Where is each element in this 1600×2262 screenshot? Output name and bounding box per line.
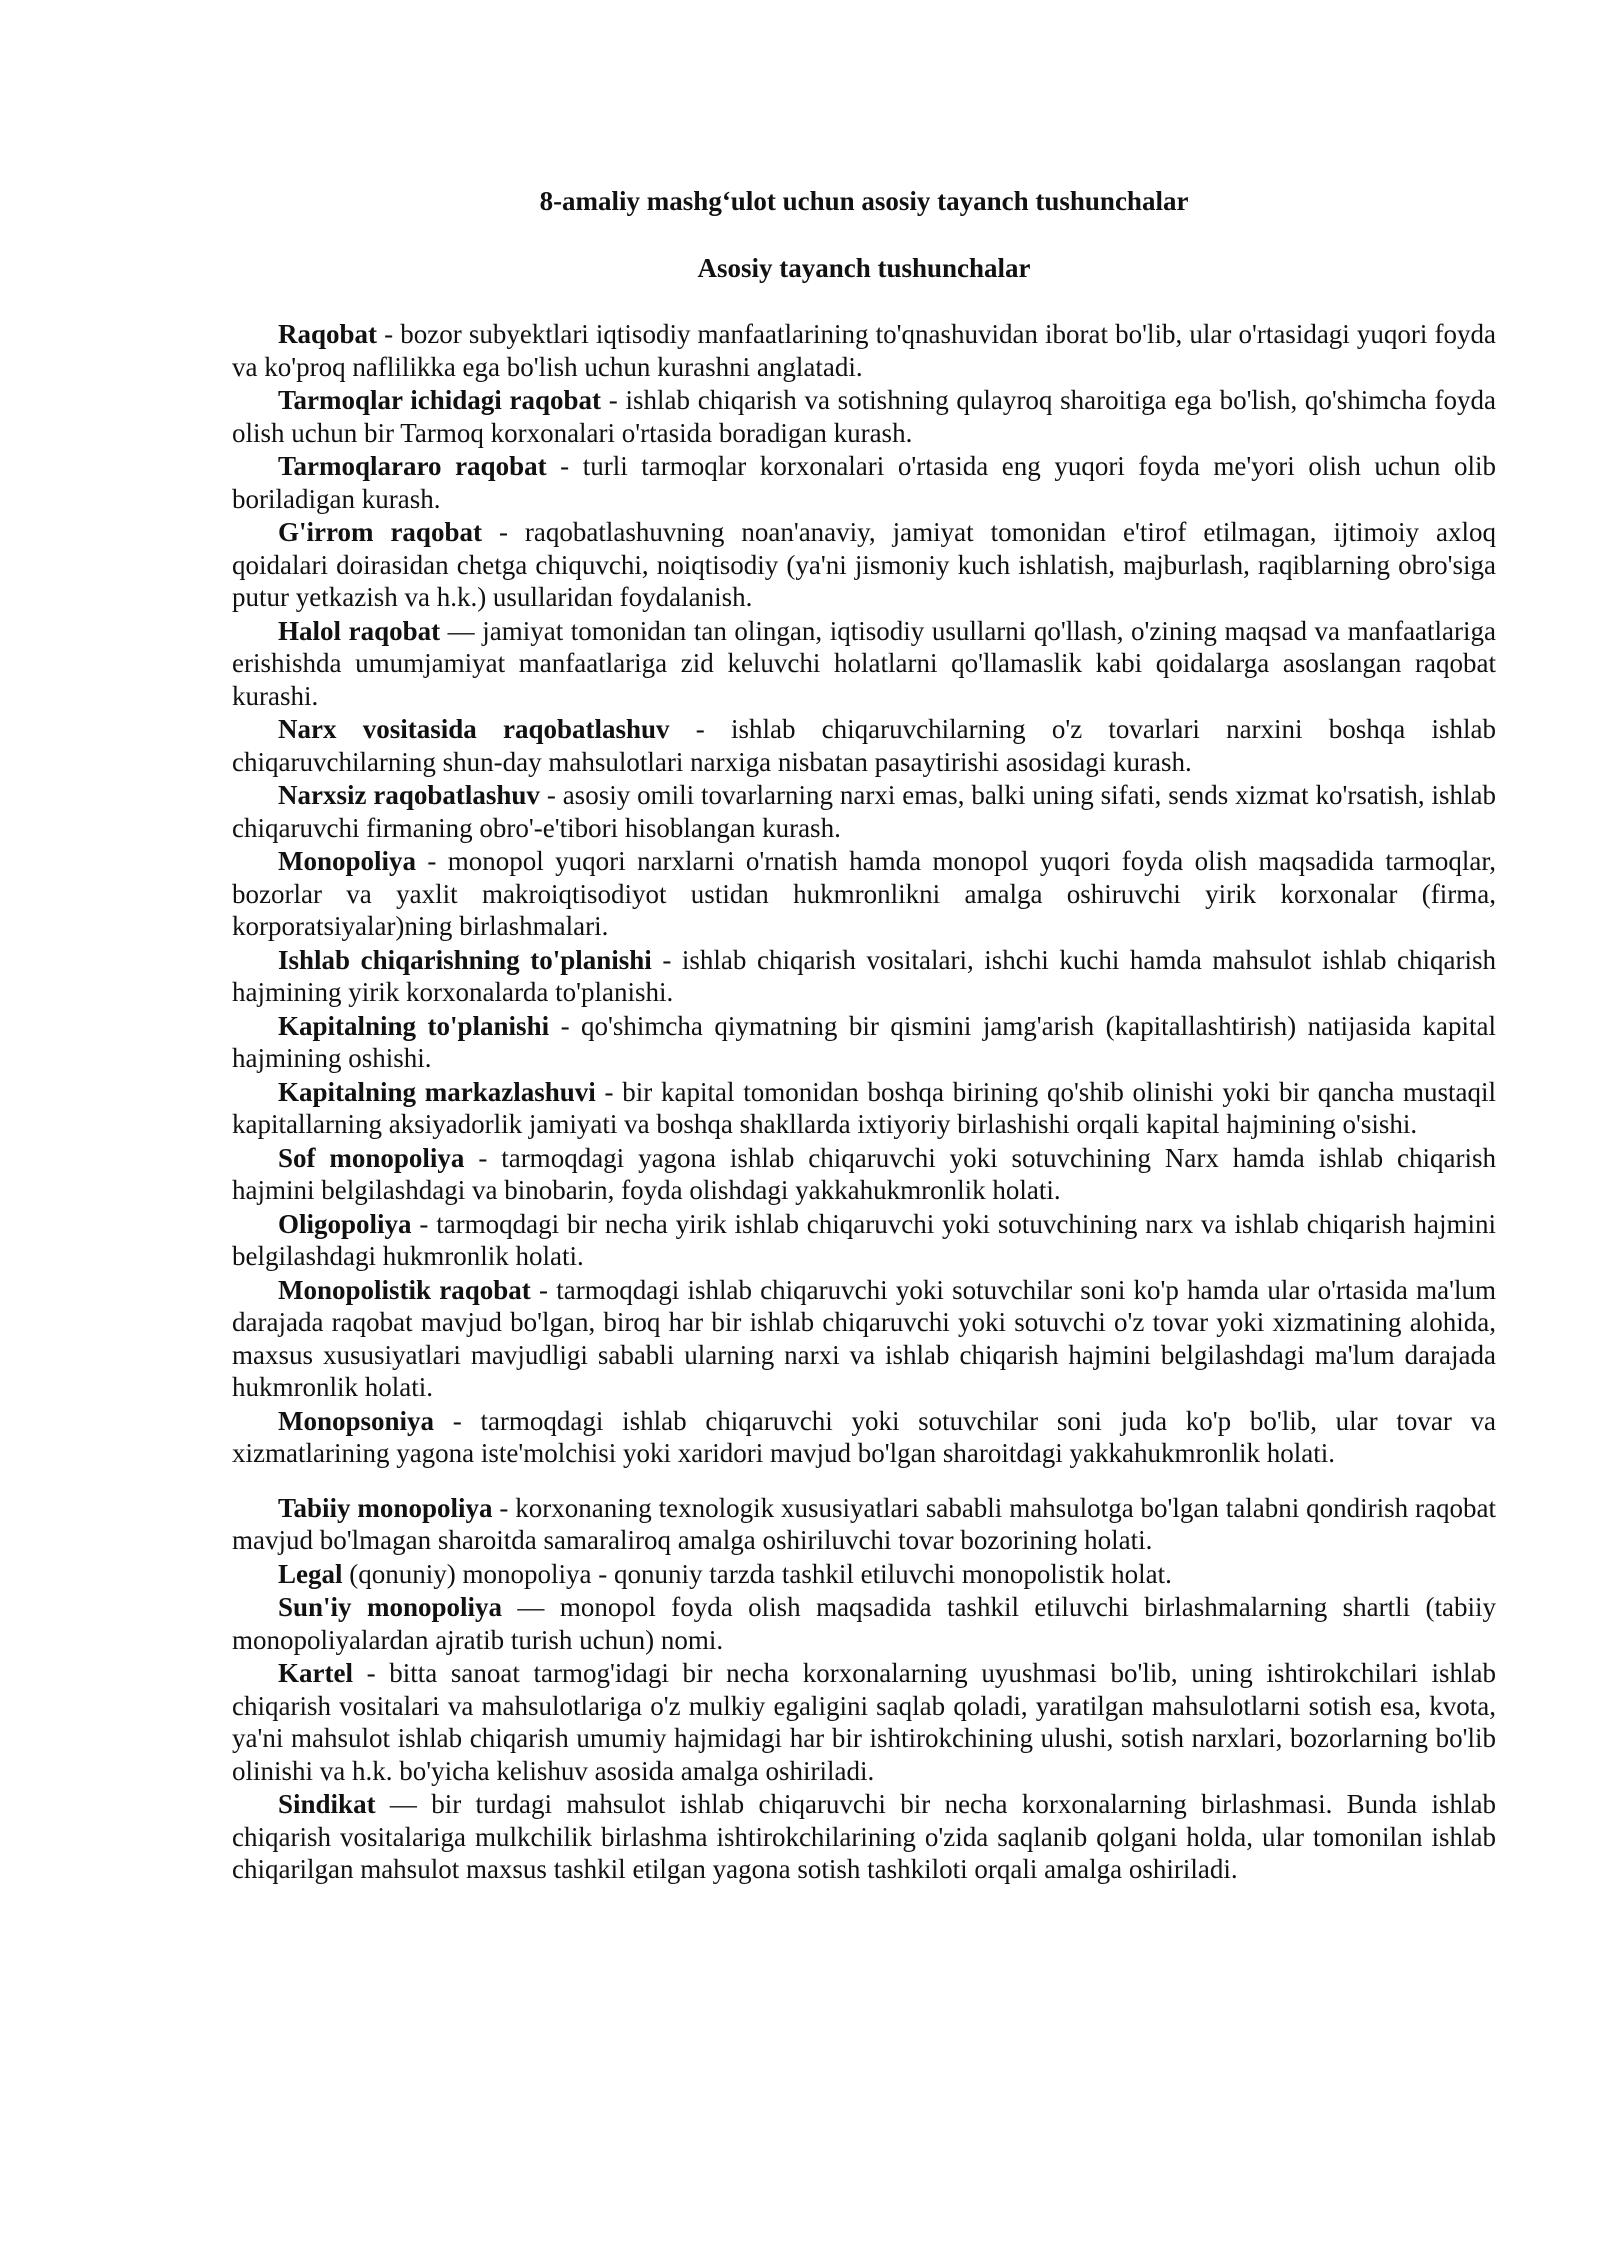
term-name: Tarmoqlar ichidagi raqobat: [278, 385, 602, 415]
term-definition: - tarmoqdagi bir necha yirik ishlab chiqaruvchi yoki sotuvchining narx va ishlab chiqarish hajmini belgilashdagi hukmronlik holati.: [232, 1208, 1496, 1271]
term-definition: — monopol foyda olish maqsadida tashkil etiluvchi birlashmalarning shartli (tabiiy monopoliyalardan ajratib turish uchun) nomi.: [232, 1592, 1496, 1655]
term-definition: - bozor subyektlari iqtisodiy manfaatlarining to'qnashuvidan iborat bo'lib, ular o'rtasidagi yuqori foyda va ko'proq naflilikka ega bo'lish uchun kurashni anglatadi.: [232, 319, 1496, 382]
term-entry: [232, 1142, 1496, 1207]
term-definition: — bir turdagi mahsulot ishlab chiqaruvchi bir necha korxonalarning birlashmasi. Bunda ishlab chiqarish vositalariga mulkchilik birlashma ishtirokchilarining o'zida saqlanib qolgani holda, ular tomonilan ishlab chiqarilgan mahsulot maxsus tashkil etilgan yagona sotish tashkiloti orqali amalga oshiriladi.: [232, 1789, 1496, 1884]
term-entry: [232, 516, 1496, 614]
term-name: Sof monopoliya: [278, 1142, 465, 1173]
term-entry: [232, 713, 1496, 778]
term-entry: [232, 779, 1496, 844]
term-name: Kapitalning markazlashuvi: [278, 1076, 596, 1107]
term-name: Kapitalning to'planishi: [278, 1010, 550, 1041]
term-definition: — jamiyat tomonidan tan olingan, iqtisodiy usullarni qo'llash, o'zining maqsad va manfaatlariga erishishda umumjamiyat manfaatlariga zid keluvchi holatlarni qo'llamaslik kabi qoidalarga asoslangan raqobat kurashi.: [232, 615, 1497, 711]
term-name: Monopsoniya: [278, 1405, 435, 1436]
term-definition: - ishlab chiqarish vositalari, ishchi kuchi hamda mahsulot ishlab chiqarish hajmining yirik korxonalarda to'planishi.: [232, 944, 1496, 1007]
term-entry: [232, 318, 1496, 383]
term-definition: (qonuniy) monopoliya - qonuniy tarzda tashkil etiluvchi monopolistik holat.: [342, 1558, 1172, 1589]
document-title: 8-amaliy mashg‘ulot uchun asosiy tayanch tushunchalar: [539, 186, 1189, 216]
term-entry: [232, 1591, 1496, 1656]
terms-list: [232, 318, 1496, 1887]
term-definition: - raqobatlashuvning noan'anaviy, jamiyat tomonidan e'tirof etilmagan, ijtimoiy axloq qoidalari doirasidan chetga chiquvchi, noiqtisodiy (ya'ni jismoniy kuch ishlatish, majburlash, raqiblarning obro'siga putur yetkazish va h.k.) usullaridan foydalanish.: [232, 517, 1497, 612]
term-name: Ishlab chiqarishning to'planishi: [278, 944, 652, 975]
term-definition: - bir kapital tomonidan boshqa birining qo'shib olinishi yoki bir qancha mustaqil kapitallarning aksiyadorlik jamiyati va boshqa shakllarda ixtiyoriy birlashishi orqali kapital hajmining o'sishi.: [232, 1076, 1496, 1139]
term-definition: - tarmoqdagi yagona ishlab chiqaruvchi yoki sotuvchining Narx hamda ishlab chiqarish hajmini belgilashdagi va binobarin, foyda olishdagi yakkahukmronlik holati.: [232, 1142, 1496, 1205]
term-name: Legal: [278, 1558, 343, 1589]
term-definition: - turli tarmoqlar korxonalari o'rtasida eng yuqori foyda me'yori olish uchun olib boriladigan kurash.: [232, 451, 1496, 514]
term-name: Oligopoliya: [278, 1208, 412, 1239]
term-definition: - korxonaning texnologik xususiyatlari sababli mahsulotga bo'lgan talabni qondirish raqobat mavjud bo'lmagan sharoitda samaraliroq amalga oshiriluvchi tovar bozorining holati.: [232, 1492, 1496, 1555]
term-definition: - monopol yuqori narxlarni o'rnatish hamda monopol yuqori foyda olish maqsadida tarmoqlar, bozorlar va yaxlit makroiqtisodiyot ustidan hukmronlikni amalga oshiruvchi yirik korxonalar (firma, korporatsiyalar)ning birlashmalari.: [232, 846, 1496, 941]
term-entry: [232, 1274, 1496, 1404]
term-name: Kartel: [278, 1658, 353, 1688]
term-name: Monopoliya: [278, 846, 417, 876]
term-entry: [232, 1558, 1496, 1591]
term-name: Sun'iy monopoliya: [278, 1592, 502, 1622]
term-name: Tabiiy monopoliya: [278, 1492, 493, 1523]
term-definition: - ishlab chiqaruvchilarning o'z tovarlari narxini boshqa ishlab chiqaruvchilarning shun-day mahsulotlari narxiga nisbatan pasaytirishi asosidagi kurash.: [232, 714, 1496, 777]
term-name: Monopolistik raqobat: [278, 1274, 531, 1305]
term-entry: [232, 1010, 1496, 1075]
term-definition: - bitta sanoat tarmog'idagi bir necha korxonalarning uyushmasi bo'lib, uning ishtirokchilari ishlab chiqarish vositalari va mahsulotlariga o'z mulkiy egaligini saqlab qoladi, yaratilgan mahsulotlarni sotish esa, kvota, ya'ni mahsulot ishlab chiqarish umumiy hajmidagi har bir ishtirokchining ulushi, sotish narxlari, bozorlarning bo'lib olinishi va h.k. bo'yicha kelishuv asosida amalga oshiriladi.: [232, 1658, 1496, 1786]
term-entry: [232, 1405, 1496, 1470]
term-name: Narx vositasida raqobatlashuv: [278, 714, 670, 744]
term-entry: [232, 944, 1496, 1009]
term-entry: [232, 1076, 1496, 1141]
term-name: Sindikat: [278, 1789, 376, 1819]
term-entry: [232, 615, 1496, 713]
term-definition: - ishlab chiqarish va sotishning qulayroq sharoitiga ega bo'lish, qo'shimcha foyda olish uchun bir Tarmoq korxonalari o'rtasida boradigan kurash.: [232, 385, 1496, 448]
document-subtitle: Asosiy tayanch tushunchalar: [697, 253, 1031, 283]
term-entry: [232, 1657, 1496, 1787]
term-entry: [232, 450, 1496, 515]
term-name: Tarmoqlararo raqobat: [278, 451, 547, 481]
term-entry: [232, 1788, 1496, 1886]
term-entry: [232, 1208, 1496, 1273]
term-definition: - asosiy omili tovarlarning narxi emas, balki uning sifati, sends xizmat ko'rsatish, ishlab chiqaruvchi firmaning obro'-e'tibori hisoblangan kurash.: [232, 780, 1496, 843]
term-entry: [232, 845, 1496, 943]
term-name: G'irrom raqobat: [278, 517, 482, 547]
term-definition: - tarmoqdagi ishlab chiqaruvchi yoki sotuvchilar soni juda ko'p bo'lib, ular tovar va xizmatlarining yagona iste'molchisi yoki xaridori mavjud bo'lgan sharoitdagi yakkahukmronlik holati.: [232, 1405, 1496, 1468]
term-definition: - tarmoqdagi ishlab chiqaruvchi yoki sotuvchilar soni ko'p hamda ular o'rtasida ma'lum darajada raqobat mavjud bo'lgan, biroq har bir ishlab chiqaruvchi yoki sotuvchi o'z tovar yoki xizmatining alohida, maxsus xususiyatlari mavjudligi sababli ularning narxi va ishlab chiqarish hajmini belgilashdagi ma'lum darajada hukmronlik holati.: [232, 1274, 1496, 1402]
term-name: Raqobat: [278, 319, 378, 349]
term-entry: [232, 1492, 1496, 1557]
term-name: Narxsiz raqobatlashuv: [278, 780, 540, 810]
term-name: Halol raqobat: [278, 615, 441, 646]
term-definition: - qo'shimcha qiymatning bir qismini jamg'arish (kapitallashtirish) natijasida kapital hajmining oshishi.: [232, 1010, 1496, 1073]
term-entry: [232, 384, 1496, 449]
